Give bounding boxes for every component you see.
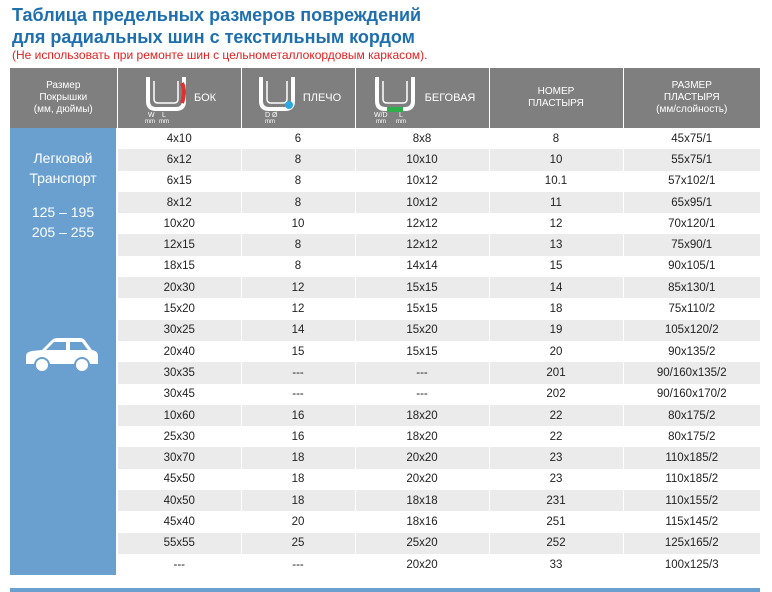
shoulder-value-cell: --- [355,384,489,405]
header-tread-label: БЕГОВАЯ [424,92,476,104]
warning-note: (Не использовать при ремонте шин с цельнометаллокордовым каркасом). [12,48,428,62]
table-row [10,149,760,170]
damage-size-cell: 40x50 [117,490,241,511]
shoulder-value-cell: 25x20 [355,533,489,554]
shoulder-value-cell: 15x15 [355,298,489,319]
vehicle-type-line1: Легковой [33,150,93,166]
shoulder-value-cell: 18x20 [355,426,489,447]
table-row [10,234,760,255]
tread-value-cell: 20 [489,341,623,362]
vehicle-category-cell [10,128,117,575]
title-line-2: для радиальных шин с текстильным кордом [12,27,415,47]
tread-value-cell: 22 [489,426,623,447]
sidewall-value-cell: 8 [241,234,355,255]
table-row [10,213,760,234]
damage-size-cell: 20x30 [117,277,241,298]
tire-range-1: 125 – 195 [31,204,95,220]
sidewall-value-cell: 18 [241,447,355,468]
table-row [10,511,760,532]
table-row [10,384,760,405]
table-row [10,192,760,213]
tread-value-cell: 13 [489,234,623,255]
patch-number-cell: 75x110/2 [623,298,760,319]
header-patch-size-line2: ПЛАСТЫРЯ [663,92,720,103]
shoulder-value-cell: 15x15 [355,277,489,298]
damage-size-cell: 10x20 [117,213,241,234]
patch-number-cell: 55x75/1 [623,149,760,170]
header-patch-size-line1: РАЗМЕР [671,80,712,91]
header-tire-size-line1: Размер [46,80,81,91]
patch-number-cell: 57x102/1 [623,171,760,192]
shoulder-value-cell: 18x18 [355,490,489,511]
sidewall-value-cell: 12 [241,298,355,319]
patch-number-cell: 125x165/2 [623,533,760,554]
patch-number-cell: 75x90/1 [623,234,760,255]
shoulder-d-label: D Ø [264,112,278,119]
shoulder-value-cell: 14x14 [355,256,489,277]
tread-value-cell: 12 [489,213,623,234]
damage-size-cell: 45x40 [117,511,241,532]
table-row [10,490,760,511]
sidewall-value-cell: 8 [241,171,355,192]
tread-value-cell: 8 [489,128,623,149]
damage-size-cell: --- [117,554,241,575]
sidewall-value-cell: 8 [241,149,355,170]
shoulder-value-cell: 20x20 [355,469,489,490]
tread-value-cell: 231 [489,490,623,511]
patch-number-cell: 45x75/1 [623,128,760,149]
table-row [10,320,760,341]
sidewall-value-cell: 25 [241,533,355,554]
tread-value-cell: 33 [489,554,623,575]
table-row [10,341,760,362]
tread-value-cell: 202 [489,384,623,405]
damage-size-cell: 30x25 [117,320,241,341]
header-tire-size-line3: (мм, дюймы) [33,104,93,115]
sidewall-value-cell: --- [241,554,355,575]
patch-number-cell: 90x105/1 [623,256,760,277]
table-row [10,426,760,447]
shoulder-value-cell: 10x12 [355,171,489,192]
damage-size-cell: 25x30 [117,426,241,447]
damage-size-cell: 30x35 [117,362,241,383]
shoulder-value-cell: 15x20 [355,320,489,341]
header-sidewall-label: БОК [193,92,217,104]
tread-mm1-label: mm [375,119,386,123]
damage-size-cell: 15x20 [117,298,241,319]
tread-value-cell: 19 [489,320,623,341]
table-row [10,277,760,298]
tread-value-cell: 252 [489,533,623,554]
sidewall-mm1-label: mm [144,119,155,123]
sidewall-value-cell: 12 [241,277,355,298]
table-row [10,554,760,575]
shoulder-value-cell: 20x20 [355,554,489,575]
shoulder-value-cell: 20x20 [355,447,489,468]
patch-number-cell: 110x185/2 [623,447,760,468]
sidewall-value-cell: 18 [241,490,355,511]
shoulder-tire-icon [255,73,299,123]
header-tire-size-line2: Покрышки [39,92,88,103]
sidewall-l-label: L [161,112,166,119]
damage-size-cell: 6x12 [117,149,241,170]
damage-size-cell: 4x10 [117,128,241,149]
shoulder-value-cell: 10x12 [355,192,489,213]
damage-size-cell: 30x70 [117,447,241,468]
damage-size-cell: 30x45 [117,384,241,405]
tread-wd-label: W/D [373,112,388,119]
tire-range-2: 205 – 255 [31,224,95,240]
table-row [10,533,760,554]
sidewall-mm2-label: mm [158,119,169,123]
damage-size-cell: 55x55 [117,533,241,554]
patch-number-cell: 80x175/2 [623,426,760,447]
tread-mm2-label: mm [395,119,406,123]
shoulder-value-cell: --- [355,362,489,383]
header-sidewall [117,68,241,128]
patch-number-cell: 90/160x170/2 [623,384,760,405]
sidewall-value-cell: --- [241,362,355,383]
shoulder-value-cell: 8x8 [355,128,489,149]
damage-size-cell: 18x15 [117,256,241,277]
tread-value-cell: 14 [489,277,623,298]
table-row [10,256,760,277]
sidewall-value-cell: 16 [241,426,355,447]
header-patch-number [489,68,623,128]
damage-size-cell: 8x12 [117,192,241,213]
table-row [10,171,760,192]
header-patch-size [623,68,760,128]
tread-value-cell: 23 [489,469,623,490]
tread-tire-icon [369,73,421,123]
patch-number-cell: 90x135/2 [623,341,760,362]
table-row [10,128,760,149]
table-row [10,469,760,490]
tread-value-cell: 251 [489,511,623,532]
table-header-row [10,68,760,128]
sidewall-value-cell: --- [241,384,355,405]
shoulder-value-cell: 12x12 [355,213,489,234]
tread-value-cell: 23 [489,447,623,468]
shoulder-value-cell: 18x20 [355,405,489,426]
damage-size-table [10,68,760,575]
shoulder-value-cell: 12x12 [355,234,489,255]
patch-number-cell: 85x130/1 [623,277,760,298]
vehicle-type-line2: Транспорт [29,170,97,186]
sidewall-tire-icon [142,73,190,123]
sidewall-value-cell: 8 [241,256,355,277]
patch-number-cell: 65x95/1 [623,192,760,213]
table-row [10,362,760,383]
damage-size-cell: 10x60 [117,405,241,426]
sidewall-value-cell: 10 [241,213,355,234]
header-shoulder [241,68,355,128]
header-tread [355,68,489,128]
shoulder-value-cell: 15x15 [355,341,489,362]
sidewall-value-cell: 14 [241,320,355,341]
sidewall-w-label: W [147,112,155,119]
tread-value-cell: 18 [489,298,623,319]
patch-number-cell: 70x120/1 [623,213,760,234]
header-tire-size [10,68,117,128]
patch-number-cell: 105x120/2 [623,320,760,341]
table-row [10,447,760,468]
sidewall-value-cell: 6 [241,128,355,149]
bottom-accent-line [10,588,760,592]
tread-l-label: L [398,112,403,119]
header-patch-size-line3: (мм/слойность) [656,104,728,115]
shoulder-value-cell: 18x16 [355,511,489,532]
tread-value-cell: 11 [489,192,623,213]
tread-value-cell: 10.1 [489,171,623,192]
shoulder-value-cell: 10x10 [355,149,489,170]
patch-number-cell: 110x185/2 [623,469,760,490]
sidewall-value-cell: 18 [241,469,355,490]
patch-number-cell: 110x155/2 [623,490,760,511]
sidewall-value-cell: 8 [241,192,355,213]
table-row [10,405,760,426]
car-icon [22,334,102,376]
tread-value-cell: 201 [489,362,623,383]
header-shoulder-label: ПЛЕЧО [302,92,342,104]
sidewall-value-cell: 16 [241,405,355,426]
tread-value-cell: 10 [489,149,623,170]
sidewall-value-cell: 20 [241,511,355,532]
patch-number-cell: 80x175/2 [623,405,760,426]
patch-number-cell: 100x125/3 [623,554,760,575]
tread-value-cell: 15 [489,256,623,277]
damage-size-cell: 45x50 [117,469,241,490]
sidewall-value-cell: 15 [241,341,355,362]
tread-value-cell: 22 [489,405,623,426]
damage-size-cell: 20x40 [117,341,241,362]
page-title [12,4,421,48]
shoulder-mm-label: mm [264,119,275,123]
damage-size-cell: 6x15 [117,171,241,192]
title-line-1: Таблица предельных размеров повреждений [12,5,422,25]
header-patch-number-line2: ПЛАСТЫРЯ [528,98,584,109]
header-patch-number-line1: НОМЕР [537,86,575,97]
damage-size-cell: 12x15 [117,234,241,255]
patch-number-cell: 115x145/2 [623,511,760,532]
patch-number-cell: 90/160x135/2 [623,362,760,383]
table-row [10,298,760,319]
